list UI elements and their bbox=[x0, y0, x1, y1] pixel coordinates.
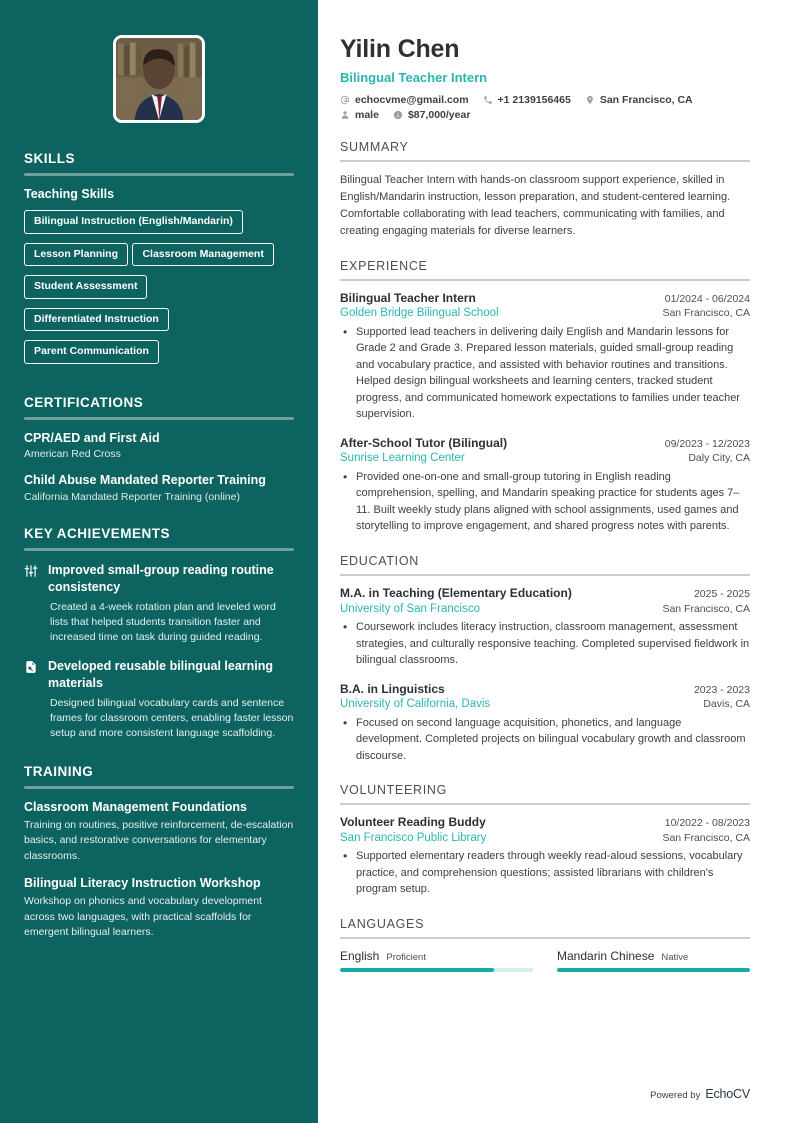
entry-org-row bbox=[340, 831, 750, 847]
language-name: English bbox=[340, 948, 380, 963]
education-location: Davis, CA bbox=[703, 698, 750, 711]
language-level: Native bbox=[661, 951, 689, 963]
certification-issuer: California Mandated Reporter Training (online) bbox=[24, 490, 240, 503]
experience-bullets bbox=[340, 324, 750, 423]
file-search-icon bbox=[24, 658, 39, 741]
bullet-item: • Supported elementary readers through weekly read-aloud sessions, vocabulary practice, and comprehension questions; assisted librarians with children's program setup. bbox=[354, 848, 750, 898]
contact-salary-text: $87,000/year bbox=[407, 108, 471, 121]
sidebar-section-key-achievements bbox=[24, 526, 294, 741]
experience-location: Daly City, CA bbox=[688, 452, 750, 465]
volunteering-heading: VOLUNTEERING bbox=[340, 783, 448, 798]
contact-phone-text: +1 2139156465 bbox=[497, 93, 571, 106]
section-education bbox=[340, 554, 750, 764]
volunteering-dates: 10/2022 - 08/2023 bbox=[664, 817, 750, 830]
entry-org-row bbox=[340, 306, 750, 322]
volunteering-location: San Francisco, CA bbox=[662, 831, 750, 844]
location-icon bbox=[585, 95, 595, 105]
bullet-item: • Focused on second language acquisition, phonetics, and language development. Completed projects on bilingual vocabulary growth and classroom discourse. bbox=[354, 715, 750, 765]
skill-chip[interactable]: Lesson Planning bbox=[24, 243, 128, 267]
training-item bbox=[24, 876, 294, 940]
info-icon bbox=[393, 110, 403, 120]
phone-icon bbox=[483, 95, 493, 105]
divider bbox=[24, 786, 294, 789]
profile-photo-wrap bbox=[24, 35, 294, 123]
experience-title: Bilingual Teacher Intern bbox=[340, 290, 476, 305]
main-content bbox=[318, 0, 794, 1123]
entry-org-row bbox=[340, 451, 750, 467]
person-icon bbox=[340, 110, 350, 120]
email-icon bbox=[340, 95, 350, 105]
section-experience bbox=[340, 259, 750, 535]
entry-org-row bbox=[340, 602, 750, 618]
achievement-title: Developed reusable bilingual learning materials bbox=[48, 659, 274, 690]
experience-entry bbox=[340, 291, 750, 423]
training-title: Bilingual Literacy Instruction Workshop bbox=[24, 875, 261, 890]
bullet-item: • Provided one-on-one and small-group tutoring in English reading comprehension, spelling, and Mandarin speaking practice for students ages 7–11. Built weekly study plans aligned with school assignments, used games and storytelling to improve engagement, and shared progress notes with parents. bbox=[354, 469, 750, 535]
training-title: Classroom Management Foundations bbox=[24, 799, 247, 814]
footer bbox=[650, 1087, 750, 1101]
entry-title-row bbox=[340, 291, 750, 307]
skill-chip[interactable]: Bilingual Instruction (English/Mandarin) bbox=[24, 210, 243, 234]
experience-bullets bbox=[340, 469, 750, 535]
languages-grid bbox=[340, 949, 750, 972]
languages-heading: LANGUAGES bbox=[340, 916, 425, 931]
skill-chip[interactable]: Student Assessment bbox=[24, 275, 147, 299]
entry-title-row bbox=[340, 586, 750, 602]
sidebar-certifications-heading: CERTIFICATIONS bbox=[24, 394, 144, 410]
language-level: Proficient bbox=[386, 951, 426, 963]
sidebar-section-skills bbox=[24, 151, 294, 373]
entry-org-row bbox=[340, 697, 750, 713]
education-entry bbox=[340, 586, 750, 669]
education-bullets bbox=[340, 715, 750, 765]
entry-title-row bbox=[340, 436, 750, 452]
achievement-item bbox=[24, 658, 294, 741]
sidebar bbox=[0, 0, 318, 1123]
language-item bbox=[557, 949, 750, 972]
sliders-icon bbox=[24, 562, 39, 645]
certification-item bbox=[24, 431, 294, 462]
bullet-item: • Supported lead teachers in delivering daily English and Mandarin lessons for Grade 2 and Grade 3. Prepared lesson materials, guided small-group reading and vocabulary practice, and assisted with behavior routines and transitions. Helped design bilingual worksheets and learning centers, tracked student progress, and communicated homework expectations to families under teacher supervision. bbox=[354, 324, 750, 423]
divider bbox=[340, 160, 750, 162]
experience-entry bbox=[340, 436, 750, 535]
education-dates: 2025 - 2025 bbox=[693, 587, 750, 600]
achievement-description: Designed bilingual vocabulary cards and sentence frames for classroom centers, enabling faster lesson setup and more consistent language scaffolding. bbox=[50, 696, 294, 740]
entry-title-row bbox=[340, 815, 750, 831]
experience-heading: EXPERIENCE bbox=[340, 258, 428, 273]
contact-location[interactable] bbox=[585, 94, 693, 106]
divider bbox=[24, 417, 294, 420]
education-location: San Francisco, CA bbox=[662, 602, 750, 615]
summary-heading: SUMMARY bbox=[340, 139, 409, 154]
achievement-description: Created a 4-week rotation plan and leveled word lists that helped students transition faster and increased time on task during guided reading. bbox=[50, 600, 276, 644]
contact-gender-text: male bbox=[355, 108, 379, 121]
divider bbox=[24, 173, 294, 176]
section-languages bbox=[340, 917, 750, 972]
divider bbox=[340, 279, 750, 281]
contact-row-secondary bbox=[340, 109, 750, 121]
achievement-item bbox=[24, 562, 294, 645]
certification-issuer: American Red Cross bbox=[24, 448, 121, 461]
contact-email[interactable] bbox=[340, 94, 469, 106]
divider bbox=[24, 548, 294, 551]
volunteering-bullets bbox=[340, 848, 750, 898]
language-label-row bbox=[557, 949, 750, 963]
contact-phone[interactable] bbox=[483, 94, 571, 106]
section-volunteering bbox=[340, 783, 750, 898]
education-dates: 2023 - 2023 bbox=[693, 683, 750, 696]
page-title: Yilin Chen bbox=[340, 35, 460, 63]
footer-powered-by-text: Powered by bbox=[650, 1090, 701, 1101]
experience-dates: 09/2023 - 12/2023 bbox=[664, 437, 750, 450]
training-description: Training on routines, positive reinforcement, de-escalation basics, and restorative conversations for elementary classrooms. bbox=[24, 819, 294, 862]
volunteering-entry bbox=[340, 815, 750, 898]
contact-salary bbox=[393, 109, 470, 121]
skills-subheading: Teaching Skills bbox=[24, 187, 115, 201]
education-heading: EDUCATION bbox=[340, 553, 419, 568]
language-name: Mandarin Chinese bbox=[557, 948, 655, 963]
skill-chip[interactable]: Differentiated Instruction bbox=[24, 308, 169, 332]
section-summary bbox=[340, 140, 750, 240]
job-role-subtitle: Bilingual Teacher Intern bbox=[340, 69, 488, 85]
experience-title: After-School Tutor (Bilingual) bbox=[340, 435, 508, 450]
summary-text: Bilingual Teacher Intern with hands-on classroom support experience, skilled in English/Mandarin instruction, lesson preparation, and student-centered learning. Comfortable collaborating with lead teachers, communicating with families, and creating engaging materials for diverse learners. bbox=[340, 173, 731, 237]
language-progress-fill bbox=[340, 968, 494, 972]
skill-chip-list bbox=[24, 210, 294, 373]
education-bullets bbox=[340, 619, 750, 669]
contact-gender bbox=[340, 109, 379, 121]
volunteering-title: Volunteer Reading Buddy bbox=[340, 815, 486, 830]
divider bbox=[340, 937, 750, 939]
sidebar-training-heading: TRAINING bbox=[24, 763, 94, 779]
certification-item bbox=[24, 473, 294, 504]
training-description: Workshop on phonics and vocabulary development across two languages, with practical scaffolds for emergent bilingual learners. bbox=[24, 895, 262, 938]
education-institution[interactable]: University of California, Davis bbox=[340, 698, 491, 711]
education-degree: B.A. in Linguistics bbox=[340, 681, 445, 696]
language-label-row bbox=[340, 949, 533, 963]
contact-email-text: echocvme@gmail.com bbox=[355, 93, 469, 106]
portrait-illustration bbox=[116, 38, 202, 120]
sidebar-skills-heading: SKILLS bbox=[24, 151, 76, 166]
education-entry bbox=[340, 682, 750, 765]
experience-location: San Francisco, CA bbox=[662, 307, 750, 320]
contact-row-primary bbox=[340, 94, 750, 106]
achievement-title: Improved small-group reading routine consistency bbox=[48, 563, 274, 594]
avatar bbox=[113, 35, 205, 123]
volunteering-organization[interactable]: San Francisco Public Library bbox=[340, 831, 487, 844]
experience-organization[interactable]: Golden Bridge Bilingual School bbox=[340, 307, 499, 320]
language-progress-track bbox=[340, 968, 533, 972]
skill-chip[interactable]: Parent Communication bbox=[24, 340, 159, 364]
language-progress-track bbox=[557, 968, 750, 972]
skill-chip[interactable]: Classroom Management bbox=[132, 243, 273, 267]
education-institution[interactable]: University of San Francisco bbox=[340, 602, 480, 615]
footer-brand-logo: EchoCV bbox=[705, 1087, 750, 1101]
certification-title: CPR/AED and First Aid bbox=[24, 430, 160, 445]
bullet-item: • Coursework includes literacy instruction, classroom management, assessment strategies, and culturally responsive teaching. Completed supervised fieldwork in bilingual classrooms. bbox=[354, 619, 750, 669]
language-item bbox=[340, 949, 533, 972]
certification-title: Child Abuse Mandated Reporter Training bbox=[24, 473, 266, 487]
divider bbox=[340, 574, 750, 576]
experience-dates: 01/2024 - 06/2024 bbox=[664, 292, 750, 305]
sidebar-achievements-heading: KEY ACHIEVEMENTS bbox=[24, 526, 171, 542]
sidebar-section-certifications bbox=[24, 395, 294, 505]
contact-location-text: San Francisco, CA bbox=[599, 93, 693, 106]
training-item bbox=[24, 800, 294, 864]
experience-organization[interactable]: Sunrise Learning Center bbox=[340, 452, 465, 465]
entry-title-row bbox=[340, 682, 750, 698]
sidebar-section-training bbox=[24, 764, 294, 941]
language-progress-fill bbox=[557, 968, 750, 972]
education-degree: M.A. in Teaching (Elementary Education) bbox=[340, 585, 572, 600]
divider bbox=[340, 803, 750, 805]
